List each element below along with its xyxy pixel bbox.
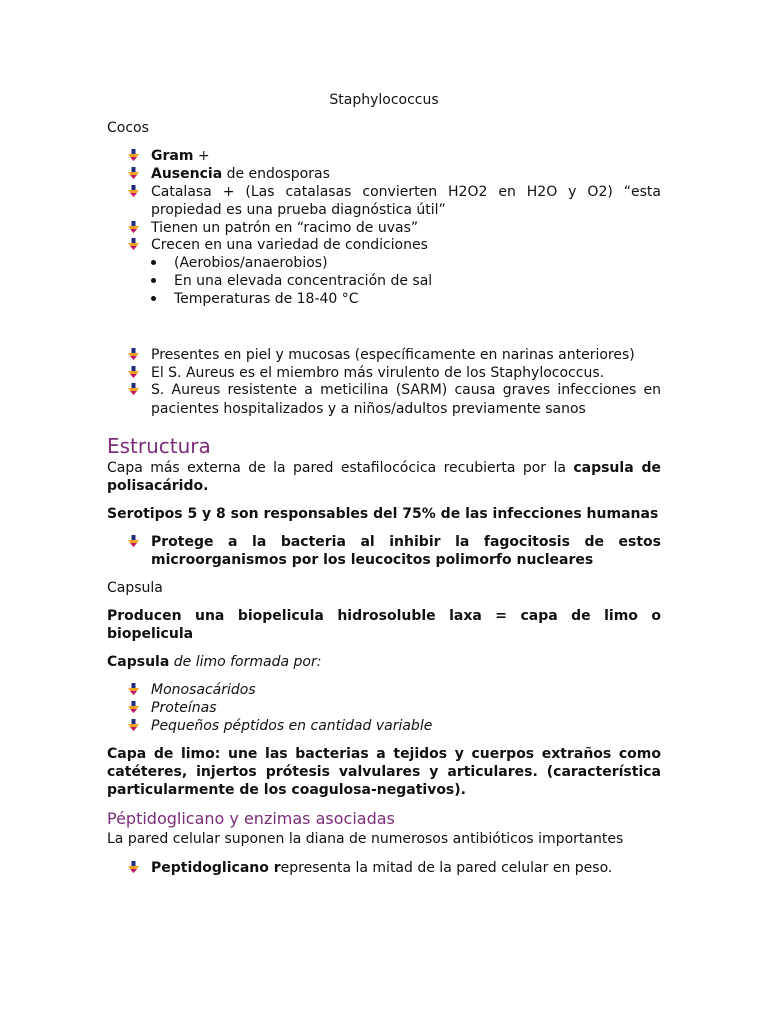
arrow-bullet-icon (128, 535, 139, 547)
arrow-bullet-icon (128, 238, 139, 250)
list-item-protege-line1: Protege a la bacteria al inhibir la fagocitosis de estos (151, 534, 661, 550)
list-item-catalasa-line2: propiedad es una prueba diagnóstica útil” (151, 202, 446, 218)
paragraph-producen-line2: biopelicula (107, 626, 194, 642)
arrow-bullet-icon (128, 167, 139, 179)
heading-peptidoglicano: Péptidoglicano y enzimas asociadas (107, 809, 395, 828)
document-title: Staphylococcus (329, 92, 439, 108)
dot-bullet-icon (151, 296, 156, 301)
sublist-item: (Aerobios/anaerobios) (174, 255, 328, 271)
arrow-bullet-icon (128, 185, 139, 197)
list-item-protege-line2: microorganismos por los leucocitos polimorfo nucleares (151, 552, 594, 568)
capsula-label: Capsula (107, 580, 163, 596)
arrow-bullet-icon (128, 221, 139, 233)
arrow-bullet-icon (128, 366, 139, 378)
arrow-bullet-icon (128, 348, 139, 360)
arrow-bullet-icon (128, 861, 139, 873)
dot-bullet-icon (151, 260, 156, 265)
arrow-bullet-icon (128, 383, 139, 395)
arrow-bullet-icon (128, 149, 139, 161)
paragraph-capa-limo-line3: particularmente de los coagulosa-negativos). (107, 782, 466, 798)
list-item-limo: Monosacáridos (151, 682, 256, 698)
list-item-gram: Gram + (151, 148, 210, 164)
dot-bullet-icon (151, 278, 156, 283)
list-item-ausencia: Ausencia de endosporas (151, 166, 330, 182)
paragraph-capsula-limo: Capsula de limo formada por: (107, 654, 322, 670)
paragraph-capa-line2: polisacárido. (107, 478, 209, 494)
list-item-limo: Pequeños péptidos en cantidad variable (151, 718, 433, 734)
sublist-item: En una elevada concentración de sal (174, 273, 433, 289)
paragraph-capa-limo-line2: catéteres, injertos prótesis valvulares y articulares. (característica (107, 764, 661, 780)
list-item-limo: Proteínas (151, 700, 217, 716)
list-item-patron: Tienen un patrón en “racimo de uvas” (151, 220, 419, 236)
list-item-presentes: Presentes en piel y mucosas (específicamente en narinas anteriores) (151, 347, 635, 363)
paragraph-pared: La pared celular suponen la diana de numerosos antibióticos importantes (107, 831, 624, 847)
list-item-crecen: Crecen en una variedad de condiciones (151, 237, 428, 253)
paragraph-capa-limo-line1: Capa de limo: une las bacterias a tejidos y cuerpos extraños como (107, 746, 661, 762)
list-item-sarm-line2: pacientes hospitalizados y a niños/adultos previamente sanos (151, 401, 586, 417)
paragraph-producen-line1: Producen una biopelicula hidrosoluble laxa = capa de limo o (107, 608, 661, 624)
arrow-bullet-icon (128, 683, 139, 695)
list-item-catalasa-line1: Catalasa + (Las catalasas convierten H2O2 en H2O y O2) “esta (151, 184, 661, 200)
cocos-label: Cocos (107, 120, 149, 136)
paragraph-serotipos: Serotipos 5 y 8 son responsables del 75% de las infecciones humanas (107, 506, 659, 522)
list-item-aureus: El S. Aureus es el miembro más virulento de los Staphylococcus. (151, 365, 605, 381)
list-item-peptidoglicano: Peptidoglicano representa la mitad de la pared celular en peso. (151, 860, 613, 876)
sublist-item: Temperaturas de 18-40 °C (174, 291, 359, 307)
arrow-bullet-icon (128, 701, 139, 713)
list-item-sarm-line1: S. Aureus resistente a meticilina (SARM) causa graves infecciones en (151, 382, 661, 398)
paragraph-capa-line1: Capa más externa de la pared estafilocócica recubierta por la capsula de (107, 460, 661, 476)
heading-estructura: Estructura (107, 434, 211, 458)
arrow-bullet-icon (128, 719, 139, 731)
